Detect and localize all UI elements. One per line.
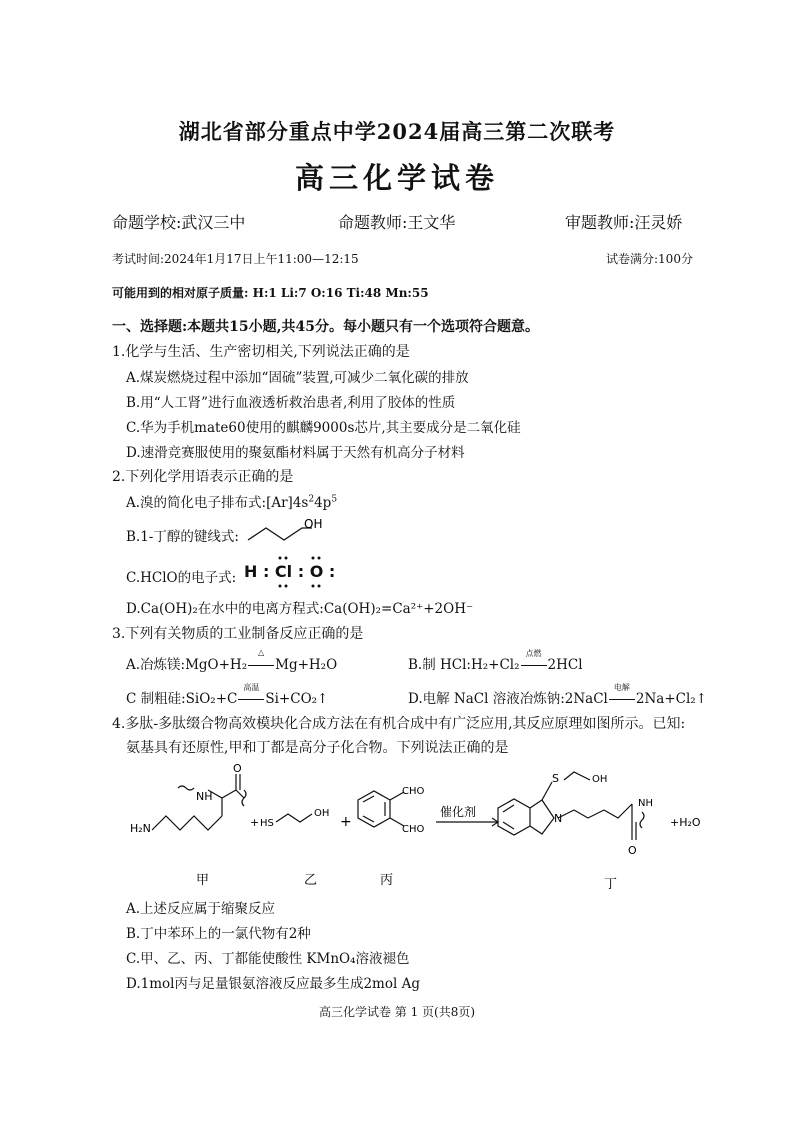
svg-text:H₂N: H₂N [130, 822, 151, 835]
svg-text:乙: 乙 [304, 873, 318, 888]
svg-text:催化剂: 催化剂 [440, 805, 477, 819]
exam-time: 考试时间:2024年1月17日上午11:00—12:15 [112, 252, 359, 266]
hclo-electron-formula: H : Cl : O : [244, 562, 336, 581]
question-3-option-d: D.电解 NaCl 溶液冶炼钠:2NaCl 电解 2Na+Cl₂↑ [408, 683, 708, 707]
svg-text:甲: 甲 [196, 873, 210, 888]
question-4-option-b: B.丁中苯环上的一氯代物有2种 [126, 926, 311, 942]
svg-text:+H₂O: +H₂O [670, 816, 701, 829]
exam-title: 湖北省部分重点中学2024届高三第二次联考 [178, 119, 616, 144]
question-4-stem-line1: 4.多肽-多肽缀合物高效模块化合成方法在有机合成中有广泛应用,其反应原理如图所示。已知: [112, 716, 686, 732]
svg-text:丁: 丁 [604, 877, 618, 890]
hydroxyl-label: OH [304, 517, 323, 531]
atomic-masses: 可能用到的相对原子质量: H:1 Li:7 O:16 Ti:48 Mn:55 [112, 286, 429, 300]
svg-text:S: S [552, 772, 559, 785]
svg-text:+: + [250, 816, 260, 829]
wavy-bond-right [242, 790, 246, 806]
question-2-option-c: C.HClO的电子式: [126, 570, 237, 586]
svg-text:O: O [233, 762, 242, 775]
svg-text:CHO: CHO [402, 824, 425, 835]
svg-text:HS: HS [260, 818, 274, 829]
wavy-bond-left [178, 786, 194, 790]
full-score: 试卷满分:100分 [606, 252, 693, 266]
reaction-scheme [118, 760, 718, 890]
question-1-option-c: C.华为手机mate60使用的麒麟9000s芯片,其主要成分是二氧化硅 [126, 420, 521, 436]
svg-text:NH: NH [196, 790, 213, 803]
reviewer-teacher: 审题教师:汪灵娇 [565, 213, 683, 232]
question-3-option-a: A.冶炼镁:MgO+H₂ △ Mg+H₂O [126, 648, 338, 673]
paper-title: 高三化学试卷 [294, 161, 499, 195]
question-2-stem: 2.下列化学用语表示正确的是 [112, 469, 294, 485]
svg-text:O: O [628, 844, 637, 857]
question-3-option-b: B.制 HCl:H₂+Cl₂ 点燃 2HCl [408, 649, 583, 673]
setter-teacher: 命题教师:王文华 [338, 213, 456, 232]
question-4-option-a: A.上述反应属于缩聚反应 [126, 901, 276, 917]
question-2-option-d: D.Ca(OH)₂在水中的电离方程式:Ca(OH)₂=Ca²⁺+2OH⁻ [126, 601, 474, 617]
question-1-option-a: A.煤炭燃烧过程中添加“固硫”装置,可减少二氧化碳的排放 [126, 370, 469, 386]
svg-text:NH: NH [638, 798, 653, 809]
question-2-option-b: B.1-丁醇的键线式: [126, 529, 239, 545]
lone-pair-dots [270, 554, 350, 594]
svg-text:+: + [340, 814, 352, 830]
question-1-option-d: D.速滑竞赛服使用的聚氨酯材料属于天然有机高分子材料 [126, 445, 465, 461]
question-1-option-b: B.用“人工肾”进行血液透析救治患者,利用了胶体的性质 [126, 395, 456, 411]
svg-text:CHO: CHO [402, 786, 425, 797]
question-3-stem: 3.下列有关物质的工业制备反应正确的是 [112, 626, 364, 642]
question-4-option-d: D.1mol丙与足量银氨溶液反应最多生成2mol Ag [126, 976, 420, 992]
question-3-option-c: C 制粗硅:SiO₂+C 高温 Si+CO₂↑ [126, 683, 329, 707]
svg-text:丙: 丙 [380, 873, 394, 888]
question-1-stem: 1.化学与生活、生产密切相关,下列说法正确的是 [112, 344, 410, 360]
setter-school: 命题学校:武汉三中 [112, 213, 246, 232]
butanol-skeletal-formula [244, 510, 334, 544]
svg-text:OH: OH [592, 774, 608, 785]
svg-text:N: N [554, 812, 563, 825]
svg-text:OH: OH [314, 808, 330, 819]
section-heading: 一、选择题:本题共15小题,共45分。每小题只有一个选项符合题意。 [112, 319, 540, 335]
page-footer: 高三化学试卷 第 1 页(共8页) [318, 1005, 476, 1019]
question-4-option-c: C.甲、乙、丙、丁都能使酸性 KMnO₄溶液褪色 [126, 951, 410, 967]
question-4-stem-line2: 氨基具有还原性,甲和丁都是高分子化合物。下列说法正确的是 [126, 740, 509, 756]
question-2-option-a: A.溴的简化电子排布式$:[Ar]4s^24p^5$ [126, 494, 338, 511]
